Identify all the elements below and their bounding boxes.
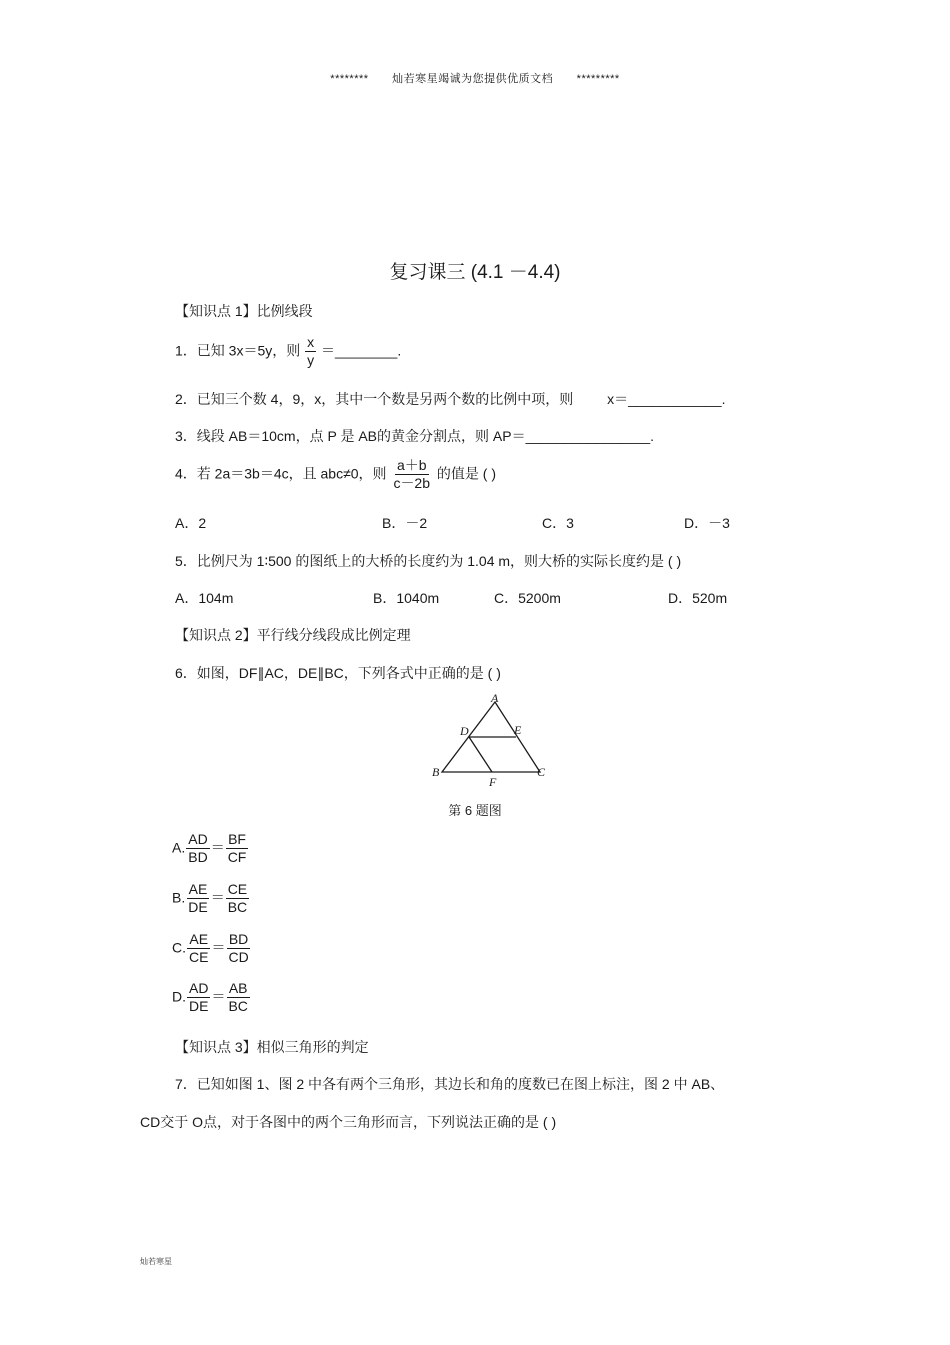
page-footer: 灿若寒星 [140,1257,172,1266]
q1-denominator: y [307,352,315,369]
frac-den: DE [189,998,209,1015]
q6-option-c: C. $\frac{AE}{CE}$ ＝ $\frac{BD}{CD}$ [172,931,249,966]
q6-option-c-letter: C. [172,939,186,956]
q4-fraction [391,458,432,492]
q4-denominator: c－2b [393,475,431,492]
header-left-stars: ******** [330,73,369,85]
page-title: 复习课三 (4.1 －4.4) [389,262,561,283]
figure-caption: 第 6 题图 [448,803,502,818]
q1-prefix: 1．已知 3x＝5y，则 [175,342,301,359]
page-header [0,70,950,86]
q6-option-c-frac-left [187,932,210,966]
q6-option-a: A. $\frac{AD}{BD}$ ＝ $\frac{BF}{CF}$ [172,831,247,866]
question-5: 5．比例尺为 1∶500 的图纸上的大桥的长度约为 1.04 m，则大桥的实际长度约是 ( ) [175,553,682,569]
q6-option-a-frac-right [226,832,249,866]
frac-num: BF [226,832,248,849]
q4-numerator: a＋b [395,458,429,475]
label-e: E [514,723,522,737]
frac-den: BC [228,998,248,1015]
q4-option-c: C．3 [542,515,574,531]
q2-tail: x＝____________. [607,391,726,407]
q4-option-a: A．2 [175,515,207,531]
q6-option-b-letter: B. [172,889,186,906]
label-a: A [491,691,499,705]
question-4 [175,458,496,492]
q6-option-a-letter: A. [172,839,186,856]
q4-option-b: B．－2 [382,515,428,531]
q5-option-b: B．1040m [373,590,440,606]
q5-option-a: A．104m [175,590,234,606]
frac-num: BD [227,932,250,949]
frac-num: AD [187,981,210,998]
q6-option-d-frac-right [226,981,249,1015]
q1-numerator: x [305,335,316,352]
header-text: 灿若寒星竭诚为您提供优质文档 [392,73,554,85]
q5-option-d: D．520m [668,590,728,606]
frac-num: AB [227,981,250,998]
section-heading-2: 【知识点 2】平行线分线段成比例定理 [175,627,411,643]
question-6: 6．如图，DF∥AC，DE∥BC，下列各式中正确的是 ( ) [175,665,501,681]
header-right-stars: ********* [576,73,620,85]
triangle-figure [425,690,555,790]
frac-den: BC [227,899,248,916]
q6-option-a-frac-left [186,832,209,866]
label-f: F [489,775,497,789]
frac-num: CE [226,882,249,899]
frac-num: AE [187,882,210,899]
question-1 [175,335,401,369]
q6-option-c-frac-right [226,932,250,966]
q6-option-b: B. $\frac{AE}{DE}$ ＝ $\frac{CE}{BC}$ [172,881,248,916]
section-heading-3: 【知识点 3】相似三角形的判定 [175,1039,369,1055]
frac-den: DE [188,899,208,916]
frac-den: CF [227,849,247,866]
q1-fraction [305,335,316,369]
frac-den: BD [188,849,208,866]
frac-num: AD [186,832,209,849]
frac-den: CD [228,949,249,966]
section-heading-1: 【知识点 1】比例线段 [175,303,313,319]
frac-den: CE [189,949,209,966]
segment-df [469,737,492,772]
q2-text: 2．已知三个数 4，9，x，其中一个数是另两个数的比例中项，则 [175,391,574,407]
q6-option-b-frac-left [186,882,209,916]
q4-suffix: 的值是 ( ) [436,465,497,482]
q6-option-d: D. $\frac{AD}{DE}$ ＝ $\frac{AB}{BC}$ [172,980,248,1015]
label-d: D [460,724,469,738]
q4-option-d: D．－3 [684,515,730,531]
q5-option-c: C．5200m [494,590,561,606]
q1-suffix: ＝________. [321,342,402,359]
q6-option-d-letter: D. [172,988,186,1005]
question-7-line-2: CD交于 O点，对于各图中的两个三角形而言，下列说法正确的是 ( ) [140,1114,557,1130]
question-2 [175,389,725,409]
label-b: B [432,765,440,779]
q6-option-b-frac-right [226,882,249,916]
q4-prefix: 4．若 2a＝3b＝4c，且 abc≠0，则 [175,465,387,482]
question-7-line-1: 7．已知如图 1、图 2 中各有两个三角形，其边长和角的度数已在图上标注，图 2 中 AB、 [175,1076,725,1092]
question-3: 3．线段 AB＝10cm，点 P 是 AB的黄金分割点，则 AP＝________________. [175,428,655,444]
frac-num: AE [187,932,210,949]
label-c: C [537,765,546,779]
q6-option-d-frac-left [187,981,210,1015]
